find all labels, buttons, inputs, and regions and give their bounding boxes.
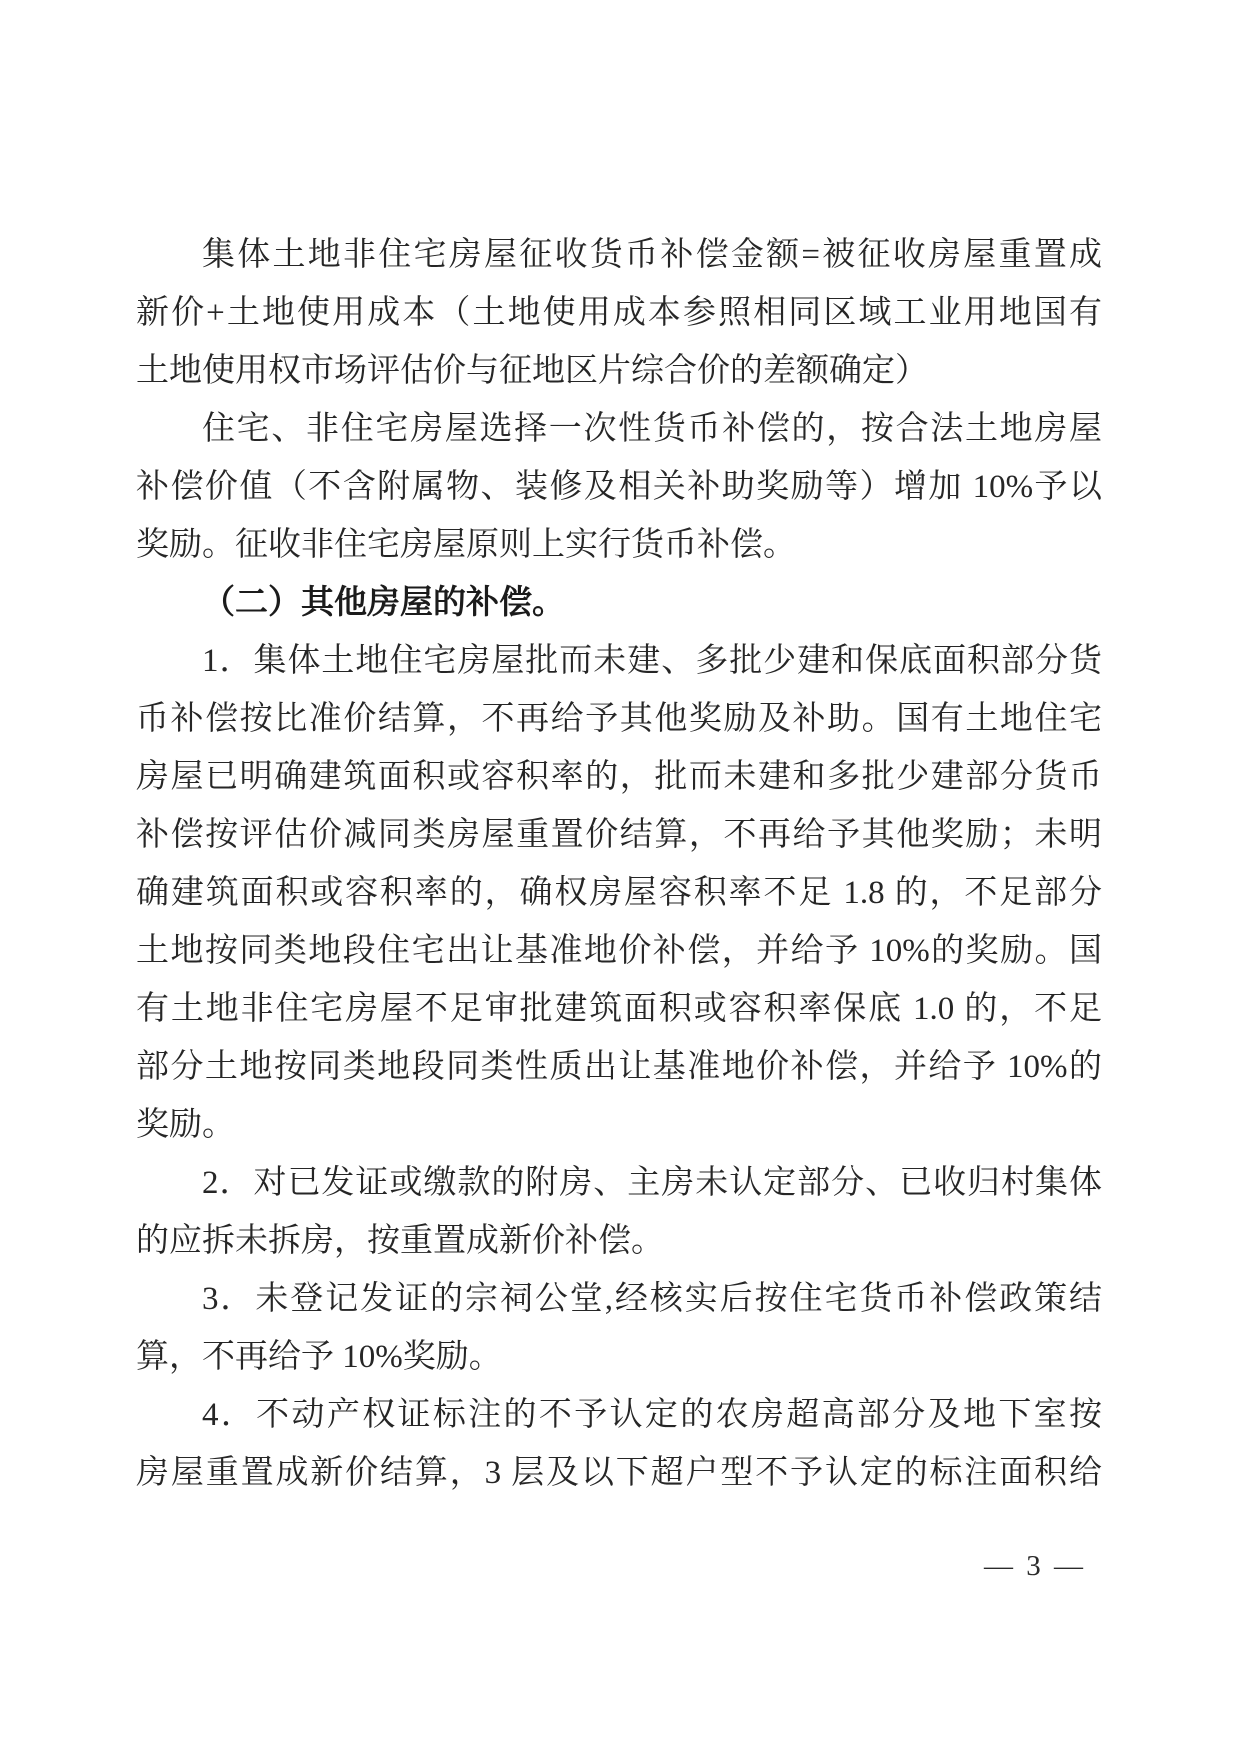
para-item-1-line-5: 确建筑面积或容积率的，确权房屋容积率不足 1.8 的，不足部分 xyxy=(136,875,1102,911)
para-item-1-line-9: 奖励。 xyxy=(136,1107,235,1143)
para-collective-nonresidential-formula-line-1: 集体土地非住宅房屋征收货币补偿金额=被征收房屋重置成 xyxy=(202,237,1102,273)
para-onetime-monetary-compensation-line-3: 奖励。征收非住宅房屋原则上实行货币补偿。 xyxy=(136,527,796,563)
para-item-1-line-8: 部分土地按同类地段同类性质出让基准地价补偿，并给予 10%的 xyxy=(136,1049,1102,1085)
para-onetime-monetary-compensation-line-1: 住宅、非住宅房屋选择一次性货币补偿的，按合法土地房屋 xyxy=(202,411,1102,447)
document-body xyxy=(136,226,1102,1502)
para-heading-other-houses-compensation-line-1: （二）其他房屋的补偿。 xyxy=(202,585,565,621)
para-item-3-line-2: 算，不再给予 10%奖励。 xyxy=(136,1339,502,1375)
para-item-3-line-1: 3．未登记发证的宗祠公堂,经核实后按住宅货币补偿政策结 xyxy=(202,1281,1102,1317)
para-item-1-line-6: 土地按同类地段住宅出让基准地价补偿，并给予 10%的奖励。国 xyxy=(136,933,1102,969)
para-collective-nonresidential-formula-line-3: 土地使用权市场评估价与征地区片综合价的差额确定） xyxy=(136,353,928,389)
para-item-4-line-1: 4．不动产权证标注的不予认定的农房超高部分及地下室按 xyxy=(202,1397,1102,1433)
para-onetime-monetary-compensation-line-2: 补偿价值（不含附属物、装修及相关补助奖励等）增加 10%予以 xyxy=(136,469,1102,505)
para-item-2-line-2: 的应拆未拆房，按重置成新价补偿。 xyxy=(136,1223,664,1259)
page-number: — 3 — xyxy=(984,1550,1086,1582)
para-item-1-line-7: 有土地非住宅房屋不足审批建筑面积或容积率保底 1.0 的，不足 xyxy=(136,991,1102,1027)
para-item-1-line-1: 1．集体土地住宅房屋批而未建、多批少建和保底面积部分货 xyxy=(202,643,1102,679)
para-collective-nonresidential-formula-line-2: 新价+土地使用成本（土地使用成本参照相同区域工业用地国有 xyxy=(136,295,1102,331)
para-item-1-line-3: 房屋已明确建筑面积或容积率的，批而未建和多批少建部分货币 xyxy=(136,759,1102,795)
para-item-4-line-2: 房屋重置成新价结算，3 层及以下超户型不予认定的标注面积给 xyxy=(136,1455,1102,1491)
para-item-1-line-2: 币补偿按比准价结算，不再给予其他奖励及补助。国有土地住宅 xyxy=(136,701,1102,737)
para-item-2-line-1: 2．对已发证或缴款的附房、主房未认定部分、已收归村集体 xyxy=(202,1165,1102,1201)
para-item-1-line-4: 补偿按评估价减同类房屋重置价结算，不再给予其他奖励；未明 xyxy=(136,817,1102,853)
